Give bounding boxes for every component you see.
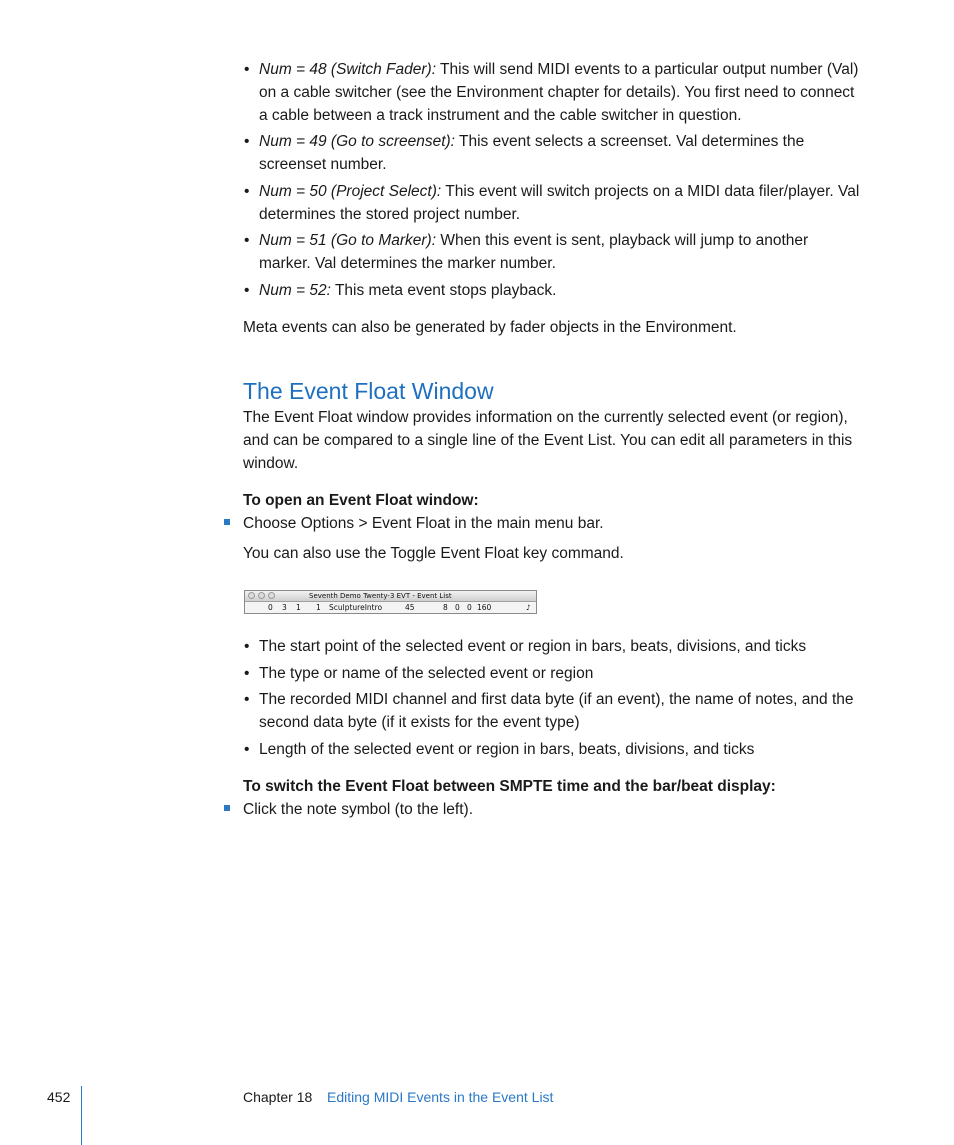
bullet-text: The recorded MIDI channel and first data byte (if an event), the name of notes, and the second data byte (if it exists for the event type) xyxy=(259,691,854,731)
bullet-text: Length of the selected event or region in bars, beats, divisions, and ticks xyxy=(259,741,755,758)
open-step: Choose Options > Event Float in the main menu bar. xyxy=(243,515,604,532)
bullet-dot: • xyxy=(244,741,250,758)
event-value[interactable]: 45 xyxy=(405,603,415,612)
bullet-item xyxy=(244,130,864,176)
length-beat[interactable]: 0 xyxy=(455,603,460,612)
bullet-item xyxy=(244,279,864,302)
length-bar[interactable]: 8 xyxy=(443,603,448,612)
bullet-item xyxy=(244,738,864,761)
event-float-title: Seventh Demo Twenty-3 EVT - Event List xyxy=(309,592,452,600)
event-float-window xyxy=(244,590,537,614)
bullet-item xyxy=(244,229,864,275)
bullet-text: This event selects a screenset. Val determines the screenset number. xyxy=(259,133,805,173)
bullet-dot: • xyxy=(244,232,250,249)
bullet-item xyxy=(244,688,864,734)
bullet-item xyxy=(244,662,864,685)
zoom-icon[interactable] xyxy=(268,592,275,599)
position-beat[interactable]: 3 xyxy=(282,603,287,612)
switch-step: Click the note symbol (to the left). xyxy=(243,801,474,818)
bullet-item xyxy=(244,180,864,226)
bullet-dot: • xyxy=(244,691,250,708)
switch-heading: To switch the Event Float between SMPTE time and the bar/beat display: xyxy=(243,778,776,795)
bullet-dot: • xyxy=(244,282,250,299)
bullet-dot: • xyxy=(244,638,250,655)
bullet-lead: Num = 52: xyxy=(259,282,331,299)
position-bar[interactable]: 0 xyxy=(268,603,273,612)
bullet-lead: Num = 50 (Project Select): xyxy=(259,183,442,200)
bullet-item xyxy=(244,58,864,127)
position-tick[interactable]: 1 xyxy=(316,603,321,612)
event-name[interactable]: SculptureIntro xyxy=(329,603,383,612)
meta-paragraph: Meta events can also be generated by fader objects in the Environment. xyxy=(243,319,737,336)
minimize-icon[interactable] xyxy=(258,592,265,599)
toggle-paragraph: You can also use the Toggle Event Float key command. xyxy=(243,545,624,562)
bullet-dot: • xyxy=(244,133,250,150)
note-symbol-icon[interactable]: ♪ xyxy=(526,603,531,612)
bullet-text: This meta event stops playback. xyxy=(330,282,557,299)
footer-divider xyxy=(81,1086,82,1145)
event-float-row[interactable] xyxy=(245,602,536,613)
footer-chapter: Chapter 18 xyxy=(243,1089,313,1105)
bullet-lead: Num = 48 (Switch Fader): xyxy=(259,61,437,78)
length-tick[interactable]: 160 xyxy=(477,603,492,612)
square-bullet-icon xyxy=(224,519,230,525)
bullet-dot: • xyxy=(244,61,250,78)
open-heading: To open an Event Float window: xyxy=(243,492,479,509)
bullet-text: The type or name of the selected event or region xyxy=(259,665,594,682)
footer-chapter-title: Editing MIDI Events in the Event List xyxy=(327,1089,554,1105)
length-division[interactable]: 0 xyxy=(467,603,472,612)
bullet-text: This event will switch projects on a MIDI data filer/player. Val determines the stored project number. xyxy=(259,183,860,223)
square-bullet-icon xyxy=(224,805,230,811)
bullet-lead: Num = 49 (Go to screenset): xyxy=(259,133,455,150)
intro-paragraph: The Event Float window provides information on the currently selected event (or region), and can be compared to a single line of the Event List. You can edit all parameters in this window. xyxy=(243,409,853,472)
page-number: 452 xyxy=(47,1089,71,1105)
bullet-dot: • xyxy=(244,183,250,200)
bullet-text: When this event is sent, playback will jump to another marker. Val determines the marker number. xyxy=(259,232,809,272)
bullet-item xyxy=(244,635,864,658)
event-float-titlebar xyxy=(245,591,536,602)
bullet-text: This will send MIDI events to a particular output number (Val) on a cable switcher (see the Environment chapter for details). You first need to connect a cable between a track instrument and the cable switcher in question. xyxy=(259,61,859,124)
position-division[interactable]: 1 xyxy=(296,603,301,612)
bullet-dot: • xyxy=(244,665,250,682)
bullet-text: The start point of the selected event or region in bars, beats, divisions, and ticks xyxy=(259,638,807,655)
section-heading: The Event Float Window xyxy=(243,378,494,404)
bullet-lead: Num = 51 (Go to Marker): xyxy=(259,232,437,249)
close-icon[interactable] xyxy=(248,592,255,599)
